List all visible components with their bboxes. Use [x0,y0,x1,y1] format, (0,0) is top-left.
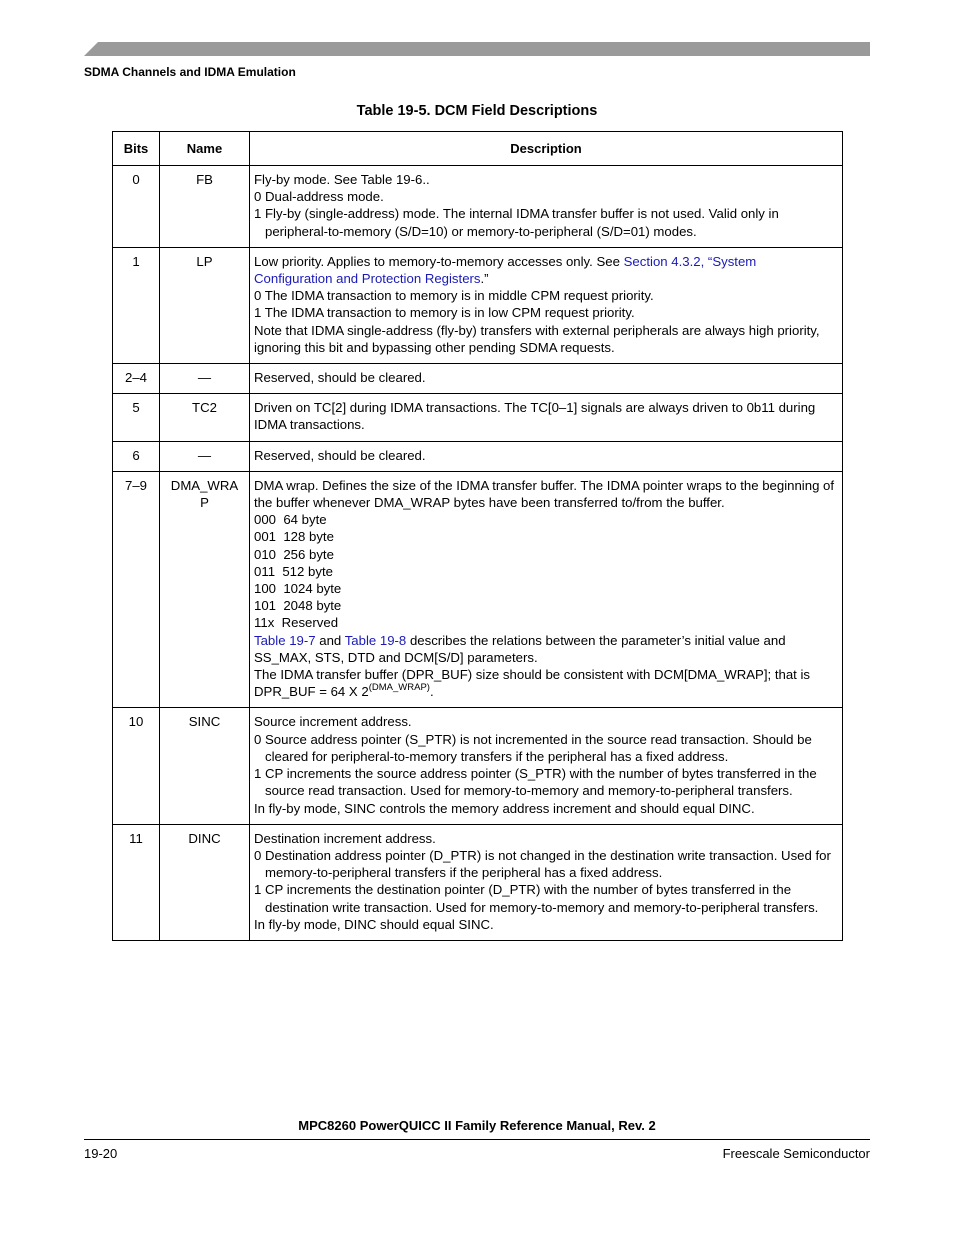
description-cell [250,824,843,940]
description-text: and [315,632,345,648]
bits-cell: 2–4 [113,364,160,394]
description-line: In fly-by mode, SINC controls the memory address increment and should equal DINC. [254,800,755,816]
column-header-bits: Bits [113,132,160,166]
wrap-size-option: 000 64 byte [254,512,327,528]
description-line: 0 Destination address pointer (D_PTR) is not changed in the destination write transaction. Used for memory-to-peripheral transfers if the peripheral has a fixed address. [254,847,831,881]
wrap-size-option: 001 128 byte [254,529,334,545]
description-line: Source increment address. [254,714,412,730]
bits-cell: 7–9 [113,471,160,708]
description-text: . [429,684,434,700]
bits-cell: 11 [113,824,160,940]
description-line: In fly-by mode, DINC should equal SINC. [254,916,494,932]
description-cell [250,471,843,708]
table-19-7-link[interactable]: Table 19-7 [254,632,316,648]
table-row [113,166,843,248]
description-cell [250,708,843,824]
table-row [113,824,843,940]
name-cell [160,471,250,708]
description-line: 1 CP increments the destination pointer (D_PTR) with the number of bytes transferred in the destination write transaction. Used for memory-to-memory and memory-to-peripheral transfers. [254,882,819,915]
header-bar [84,42,870,56]
bits-cell: 10 [113,708,160,824]
name-cell: LP [160,247,250,363]
wrap-size-option: 010 256 byte [254,546,334,562]
bits-cell: 6 [113,441,160,471]
wrap-size-option: 101 2048 byte [254,598,342,614]
description-line: Reserved, should be cleared. [254,447,426,463]
bits-cell: 5 [113,394,160,441]
bits-cell: 0 [113,166,160,248]
description-line: Driven on TC[2] during IDMA transactions. The TC[0–1] signals are always driven to 0b11 during IDMA transactions. [254,400,816,433]
name-cell: DINC [160,824,250,940]
description-line: Destination increment address. [254,830,436,846]
name-cell: — [160,441,250,471]
description-cell [250,166,843,248]
company-name: Freescale Semiconductor [722,1146,870,1161]
description-line: 1 CP increments the source address pointer (S_PTR) with the number of bytes transferred in the source read transaction. Used for memory-to-memory and memory-to-peripheral transfers. [254,766,817,799]
description-line [254,666,838,700]
page-number: 19-20 [84,1146,118,1161]
description-line: Reserved, should be cleared. [254,370,426,386]
section-link[interactable]: Section 4.3.2, “System Configuration and Protection Registers [254,253,757,287]
wrap-size-option: 11x Reserved [254,615,339,631]
description-line: 0 Dual-address mode. [254,189,384,205]
table-19-8-link[interactable]: Table 19-8 [344,632,407,648]
description-line: 1 Fly-by (single-address) mode. The internal IDMA transfer buffer is not used. Valid only in peripheral-to-memory (S/D=10) or memory-to-peripheral (S/D=01) modes. [254,206,779,239]
description-line: 1 The IDMA transaction to memory is in low CPM request priority. [254,305,635,321]
description-line: 0 Source address pointer (S_PTR) is not incremented in the source read transaction. Should be cleared for peripheral-to-memory transfers if the peripheral has a fixed address. [254,731,812,764]
description-text: .” [480,271,489,287]
table-row [113,441,843,471]
name-line: P [200,495,209,511]
running-header: SDMA Channels and IDMA Emulation [84,65,296,79]
footer-divider [84,1139,870,1140]
table-row [113,394,843,441]
exponent-superscript: (DMA_WRAP) [368,682,430,694]
description-line: 0 The IDMA transaction to memory is in middle CPM request priority. [254,288,654,304]
table-row [113,708,843,824]
wrap-size-option: 011 512 byte [254,563,333,579]
dcm-field-table [112,131,843,941]
table-title: Table 19-5. DCM Field Descriptions [356,103,598,119]
bits-cell: 1 [113,247,160,363]
table-row [113,471,843,708]
table-row [113,247,843,363]
description-cell [250,364,843,394]
footer-manual-title: MPC8260 PowerQUICC II Family Reference Manual, Rev. 2 [298,1118,656,1133]
wrap-size-option: 100 1024 byte [254,581,342,597]
description-text: The IDMA transfer buffer (DPR_BUF) size should be consistent with DCM[DMA_WRAP]; that is DPR_BUF = 64 X 2 [254,667,811,700]
name-cell: TC2 [160,394,250,441]
description-cell [250,394,843,441]
column-header-name: Name [160,132,250,166]
description-cell [250,441,843,471]
description-cell [250,247,843,363]
description-line: DMA wrap. Defines the size of the IDMA transfer buffer. The IDMA pointer wraps to the beginning of the buffer whenever DMA_WRAP bytes have been transferred to/from the buffer. [254,477,835,511]
name-cell: SINC [160,708,250,824]
description-line: Fly-by mode. See Table 19-6.. [254,172,430,187]
description-line [254,253,838,287]
description-line: Note that IDMA single-address (fly-by) transfers with external peripherals are always high priority, ignoring this bit and bypassing other pending SDMA requests. [254,322,820,355]
column-header-description: Description [250,132,843,166]
description-text: describes the relations between the parameter’s initial value and SS_MAX, STS, DTD and DCM[S/D] parameters. [254,632,786,665]
description-text: Low priority. Applies to memory-to-memory accesses only. See [254,253,624,269]
table-row [113,364,843,394]
name-cell: FB [160,166,250,248]
table-header-row [113,132,843,166]
name-line: DMA_WRA [170,477,239,493]
description-line [254,632,838,666]
name-cell: — [160,364,250,394]
